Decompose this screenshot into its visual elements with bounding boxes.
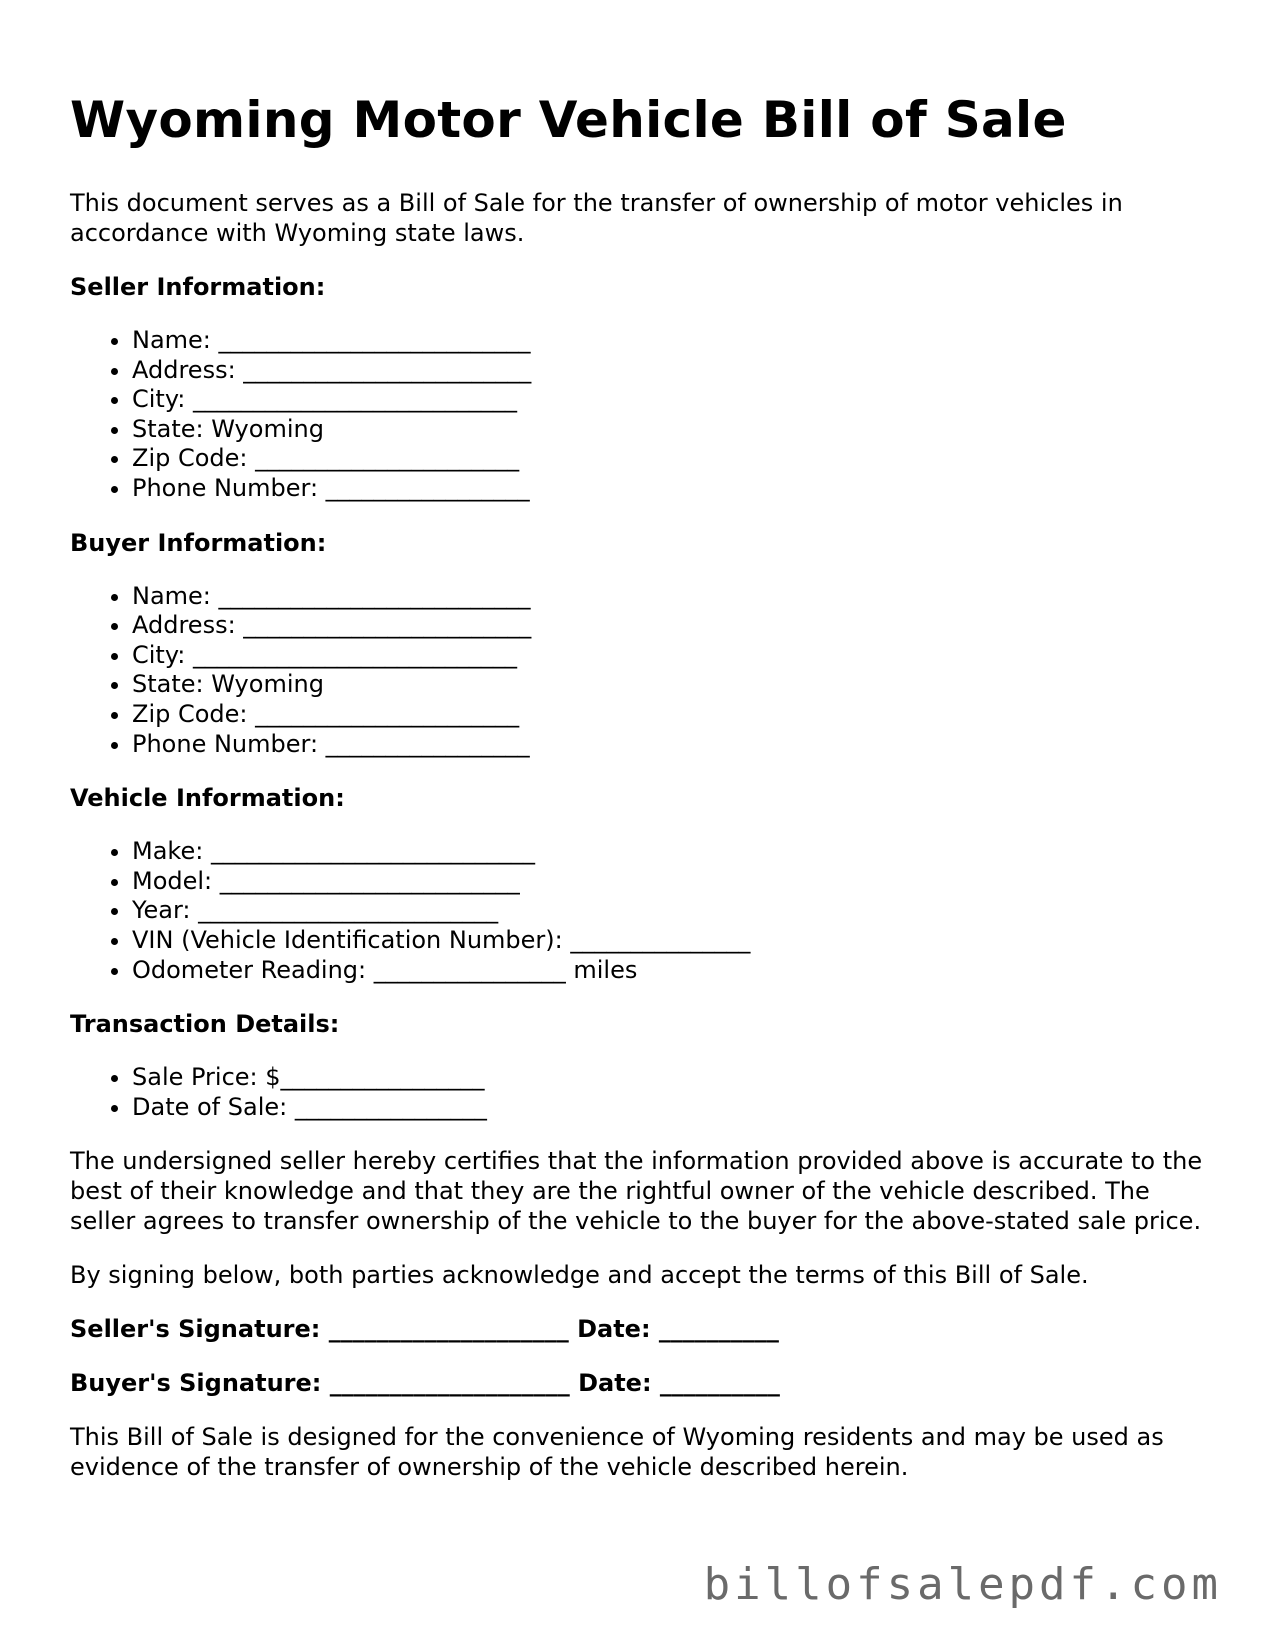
transaction-section-heading: Transaction Details: <box>70 1010 340 1039</box>
buyer-city-field: • City: ___________________________ <box>132 641 1220 671</box>
sale-price-field: • Sale Price: $_________________ <box>132 1063 1220 1093</box>
document-page <box>70 0 1220 1482</box>
seller-phone-field: • Phone Number: _________________ <box>132 474 1220 504</box>
vehicle-model-field: • Model: _________________________ <box>132 867 1220 897</box>
vehicle-make-field: • Make: ___________________________ <box>132 837 1220 867</box>
buyer-name-field: • Name: __________________________ <box>132 582 1220 612</box>
seller-city-field: • City: ___________________________ <box>132 385 1220 415</box>
seller-zip-field: • Zip Code: ______________________ <box>132 444 1220 474</box>
certification-paragraph: The undersigned seller hereby certifies that the information provided above is accurate to the best of their knowledge and that they are the rightful owner of the vehicle described. The seller agrees to transfer ownership of the vehicle to the buyer for the above-stated sale price. <box>70 1147 1203 1236</box>
seller-field-list <box>70 326 1220 504</box>
buyer-address-field: • Address: ________________________ <box>132 611 1220 641</box>
seller-section-heading: Seller Information: <box>70 273 326 301</box>
vehicle-field-list <box>70 837 1220 985</box>
buyer-phone-field: • Phone Number: _________________ <box>132 730 1220 760</box>
seller-state-field: • State: Wyoming <box>132 415 1220 445</box>
buyer-signature-line: Buyer's Signature: ____________________ Date: __________ <box>70 1369 780 1398</box>
vehicle-section-heading: Vehicle Information: <box>70 784 345 813</box>
buyer-section-heading: Buyer Information: <box>70 528 327 557</box>
acknowledgement-paragraph: By signing below, both parties acknowledge and accept the terms of this Bill of Sale. <box>70 1261 1089 1290</box>
closing-paragraph: This Bill of Sale is designed for the convenience of Wyoming residents and may be used as evidence of the transfer of ownership of the vehicle described herein. <box>70 1423 1164 1482</box>
vehicle-vin-field: • VIN (Vehicle Identification Number): _______________ <box>132 926 1220 956</box>
transaction-field-list <box>70 1063 1220 1122</box>
vehicle-year-field: • Year: _________________________ <box>132 896 1220 926</box>
intro-paragraph: This document serves as a Bill of Sale for the transfer of ownership of motor vehicles in accordance with Wyoming state laws. <box>70 189 1123 247</box>
buyer-zip-field: • Zip Code: ______________________ <box>132 700 1220 730</box>
seller-name-field: • Name: __________________________ <box>132 326 1220 356</box>
buyer-field-list <box>70 582 1220 760</box>
page-title: Wyoming Motor Vehicle Bill of Sale <box>70 91 1067 149</box>
vehicle-odometer-field: • Odometer Reading: ________________ miles <box>132 956 1220 986</box>
seller-address-field: • Address: ________________________ <box>132 356 1220 386</box>
sale-date-field: • Date of Sale: ________________ <box>132 1093 1220 1123</box>
buyer-state-field: • State: Wyoming <box>132 670 1220 700</box>
watermark-text: billofsalepdf.com <box>703 1559 1222 1610</box>
seller-signature-line: Seller's Signature: ____________________ Date: __________ <box>70 1315 779 1344</box>
